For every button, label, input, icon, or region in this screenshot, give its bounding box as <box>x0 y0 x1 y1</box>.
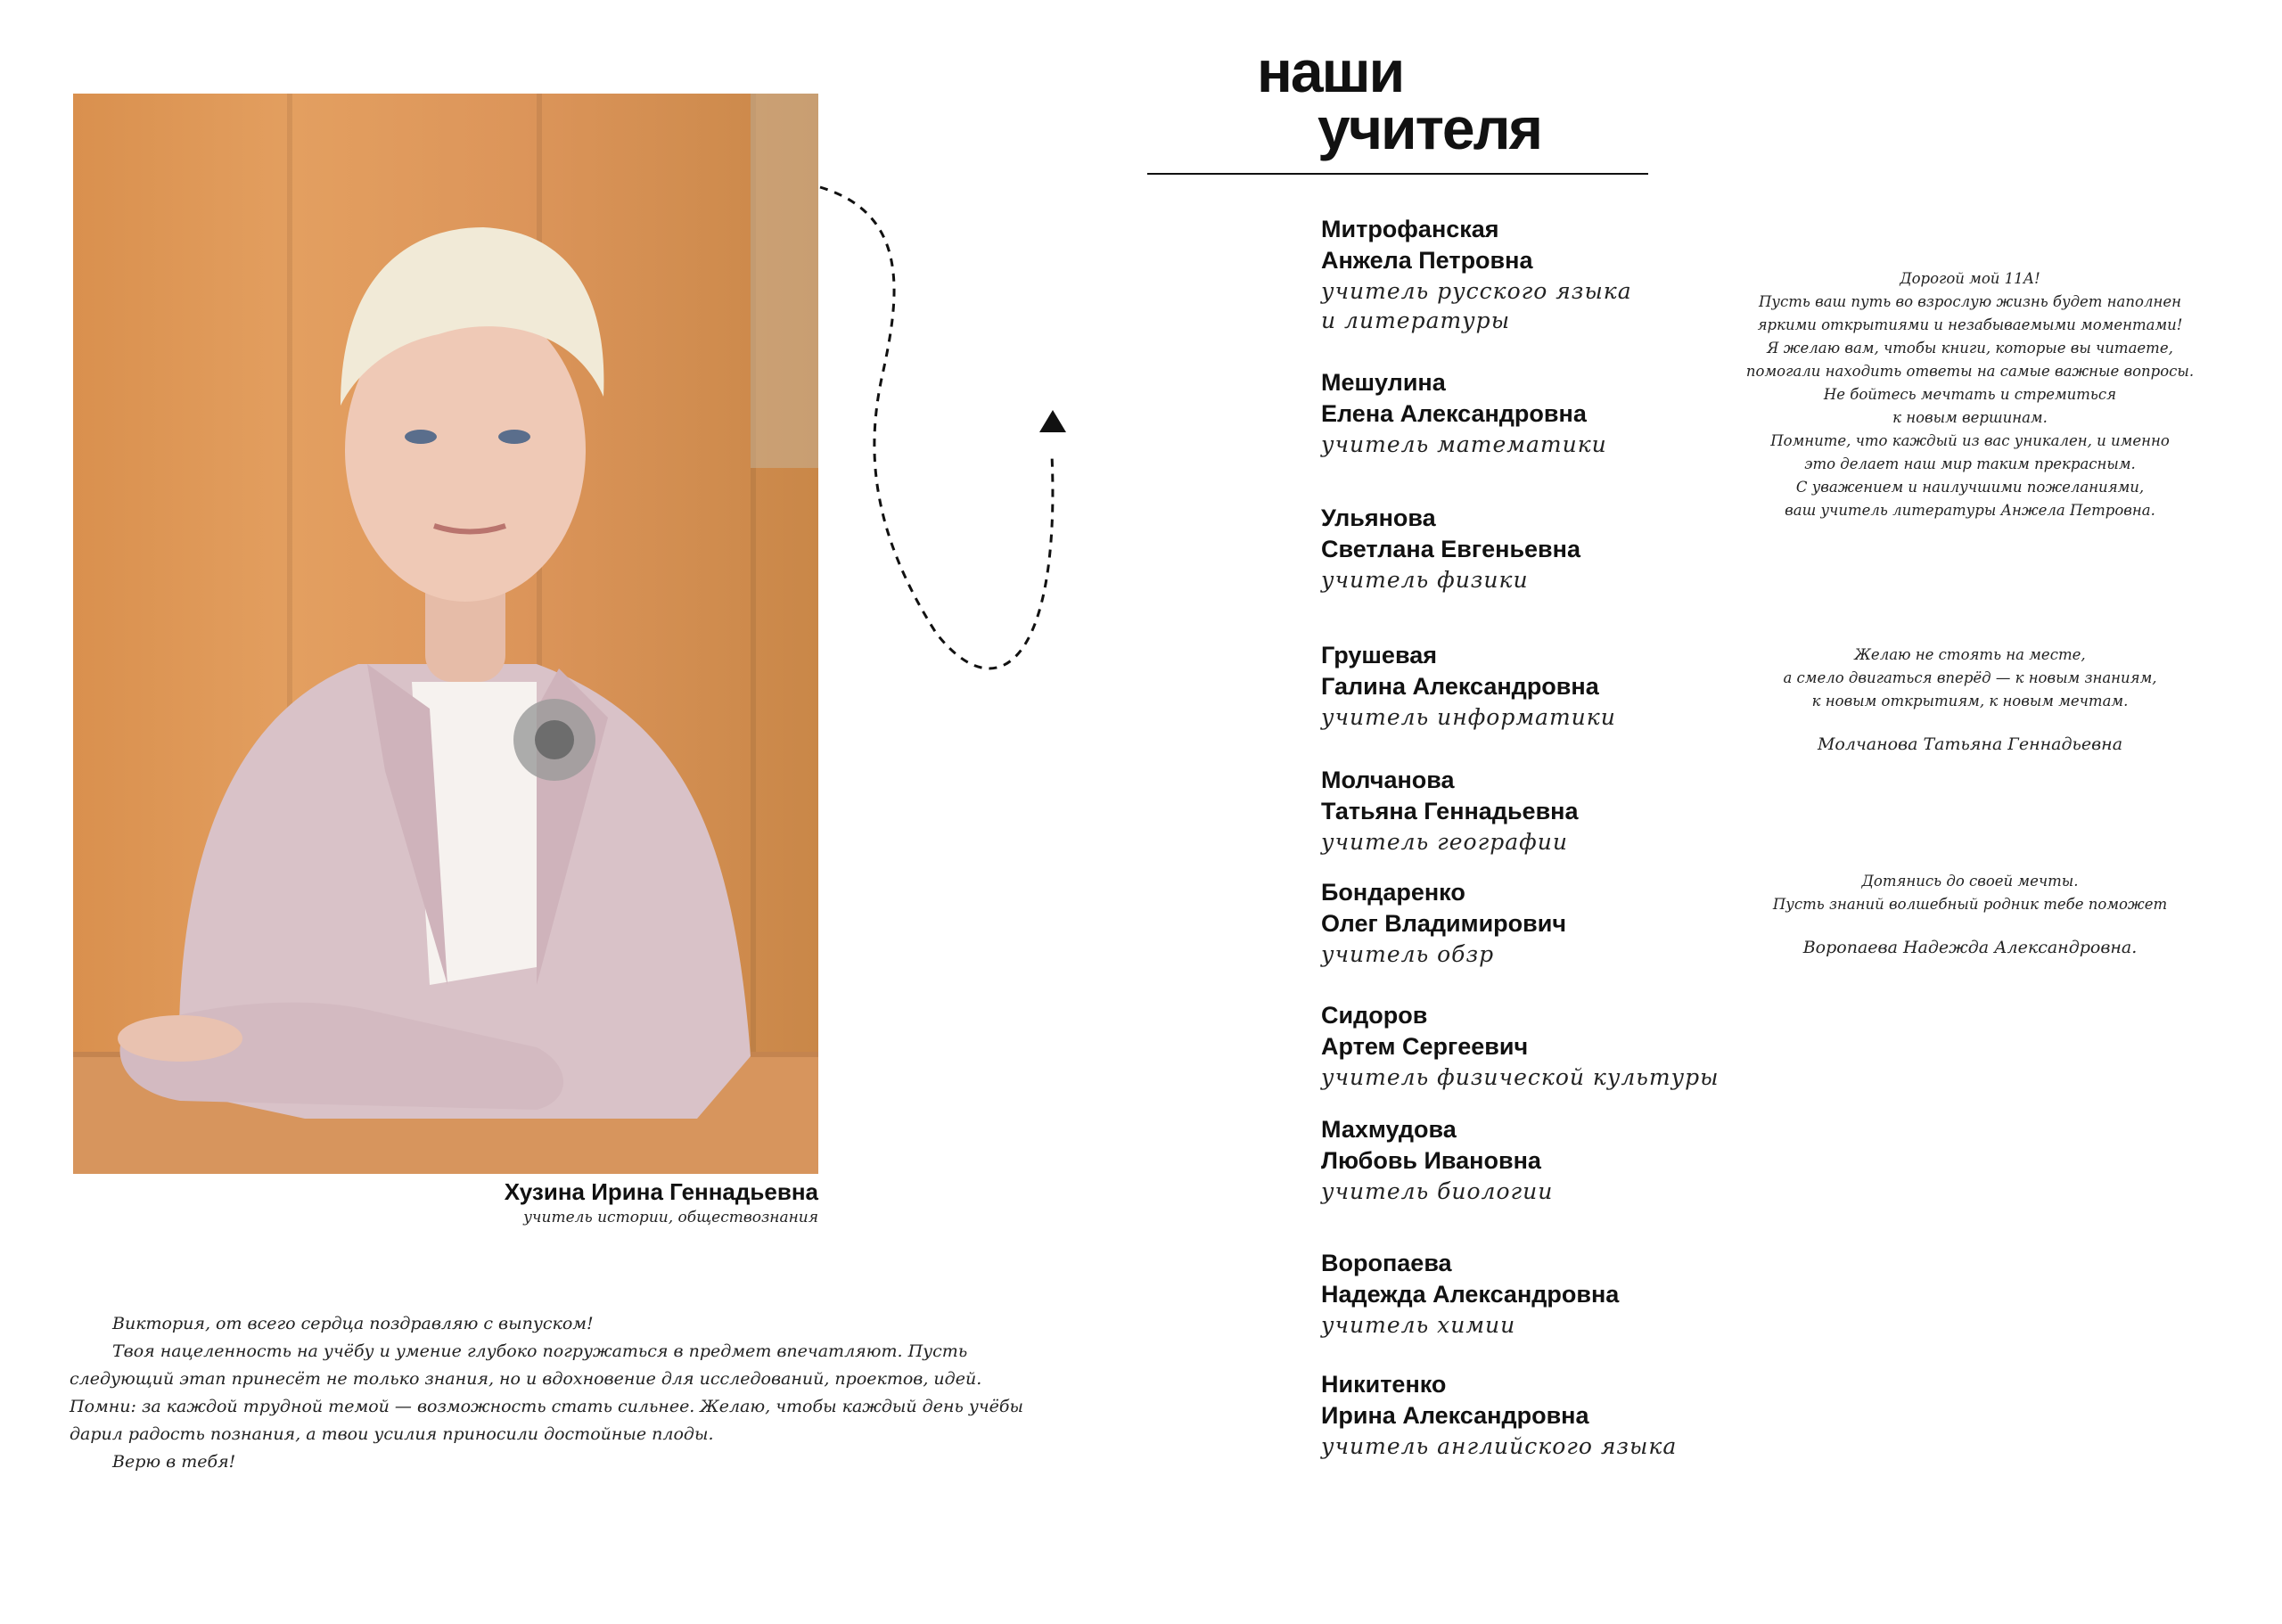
wish-line: это делает наш мир таким прекрасным. <box>1804 455 2136 472</box>
wish-line: Дорогой мой 11А! <box>1900 270 2040 287</box>
teacher-entry <box>1321 1248 1731 1340</box>
wish-signature: Воропаева Надежда Александровна. <box>1802 938 2138 957</box>
teacher-entry <box>1321 214 1731 335</box>
teacher-entry <box>1321 877 1731 969</box>
teacher-name: Надежда Александровна <box>1321 1281 1620 1308</box>
wish-line: Дотянись до своей мечты. <box>1861 873 2079 890</box>
title-divider <box>1147 173 1648 175</box>
teacher-surname: Воропаева <box>1321 1250 1452 1276</box>
teacher-surname: Сидоров <box>1321 1002 1428 1029</box>
wish-line: к новым открытиям, к новым мечтам. <box>1811 693 2129 709</box>
wish-line: к новым вершинам. <box>1892 409 2048 426</box>
teacher-surname: Ульянова <box>1321 504 1436 531</box>
teacher-portrait-illustration <box>73 94 818 1174</box>
wish-line: С уважением и наилучшими пожеланиями, <box>1795 479 2145 496</box>
title-line-2: учителя <box>1317 95 1542 161</box>
message-greeting: Виктория, от всего сердца поздравляю с выпуском! <box>112 1314 594 1333</box>
teacher-role: учитель химии <box>1321 1312 1516 1338</box>
teacher-surname: Мешулина <box>1321 369 1446 396</box>
teacher-surname: Митрофанская <box>1321 216 1499 242</box>
wish-line: Помните, что каждый из вас уникален, и именно <box>1770 432 2170 449</box>
featured-message <box>70 1310 1050 1476</box>
wish-line: Не бойтесь мечтать и стремиться <box>1823 386 2117 403</box>
title-line-1: наши <box>1257 38 1404 104</box>
teacher-entry <box>1321 1000 1731 1092</box>
message-closing: Верю в тебя! <box>112 1452 236 1472</box>
teacher-name: Галина Александровна <box>1321 673 1599 700</box>
teacher-role: учитель физической культуры <box>1321 1064 1720 1090</box>
teacher-surname: Молчанова <box>1321 767 1455 793</box>
teacher-name: Татьяна Геннадьевна <box>1321 798 1579 824</box>
wish-line: а смело двигаться вперёд — к новым знаниям, <box>1783 669 2157 686</box>
wish-line: Пусть ваш путь во взрослую жизнь будет наполнен <box>1759 293 2181 310</box>
teacher-entry <box>1321 1369 1731 1461</box>
teacher-surname: Грушевая <box>1321 642 1437 668</box>
wish-line: Пусть знаний волшебный родник тебе поможет <box>1772 896 2168 913</box>
teacher-surname: Никитенко <box>1321 1371 1447 1398</box>
wish-line: яркими открытиями и незабываемыми моментами! <box>1757 316 2183 333</box>
teacher-name: Анжела Петровна <box>1321 247 1533 274</box>
wish-line: ваш учитель литературы Анжела Петровна. <box>1785 502 2155 519</box>
teacher-name: Олег Владимирович <box>1321 910 1567 937</box>
teacher-role: учитель информатики <box>1321 704 1616 730</box>
page-title <box>1257 38 1542 161</box>
teacher-entry <box>1321 1114 1731 1206</box>
wish-chemistry <box>1747 870 2193 959</box>
teacher-photo <box>73 94 818 1174</box>
teacher-name: Любовь Ивановна <box>1321 1147 1541 1174</box>
teacher-role: учитель географии <box>1321 829 1568 855</box>
wish-line: Желаю не стоять на месте, <box>1854 646 2086 663</box>
teacher-role: учитель обзр <box>1321 941 1495 967</box>
teacher-role: учитель русского языка и литературы <box>1321 278 1632 333</box>
teacher-entry <box>1321 765 1731 857</box>
teacher-surname: Махмудова <box>1321 1116 1457 1143</box>
teacher-name: Артем Сергеевич <box>1321 1033 1529 1060</box>
wish-line: помогали находить ответы на самые важные вопросы. <box>1745 363 2195 380</box>
featured-teacher-role: учитель истории, обществознания <box>523 1209 818 1226</box>
dashed-arrow-decoration <box>802 160 1070 731</box>
featured-teacher-name: Хузина Ирина Геннадьевна <box>504 1178 818 1205</box>
wish-line: Я желаю вам, чтобы книги, которые вы читаете, <box>1767 340 2173 357</box>
teacher-entry <box>1321 640 1731 732</box>
message-body: Твоя нацеленность на учёбу и умение глубоко погружаться в предмет впечатляют. Пусть следующий этап принесёт не только знания, но и вдохновение для исследований, проектов, идей. Помни: за каждой трудной темой — возможность стать сильнее. Желаю, чтобы каждый день учёбы дарил радость познания, а твои усилия приносили достойные плоды. <box>70 1341 1024 1444</box>
teacher-name: Ирина Александровна <box>1321 1402 1589 1429</box>
wish-geography <box>1747 644 2193 756</box>
wish-literature <box>1729 267 2211 522</box>
teacher-role: учитель физики <box>1321 567 1529 593</box>
teacher-entry <box>1321 503 1731 595</box>
teacher-role: учитель английского языка <box>1321 1433 1678 1459</box>
teacher-name: Светлана Евгеньевна <box>1321 536 1580 562</box>
teacher-entry <box>1321 367 1731 459</box>
wish-signature: Молчанова Татьяна Геннадьевна <box>1817 734 2123 754</box>
teacher-name: Елена Александровна <box>1321 400 1587 427</box>
teacher-surname: Бондаренко <box>1321 879 1465 906</box>
teacher-role: учитель математики <box>1321 431 1607 457</box>
teacher-role: учитель биологии <box>1321 1178 1554 1204</box>
